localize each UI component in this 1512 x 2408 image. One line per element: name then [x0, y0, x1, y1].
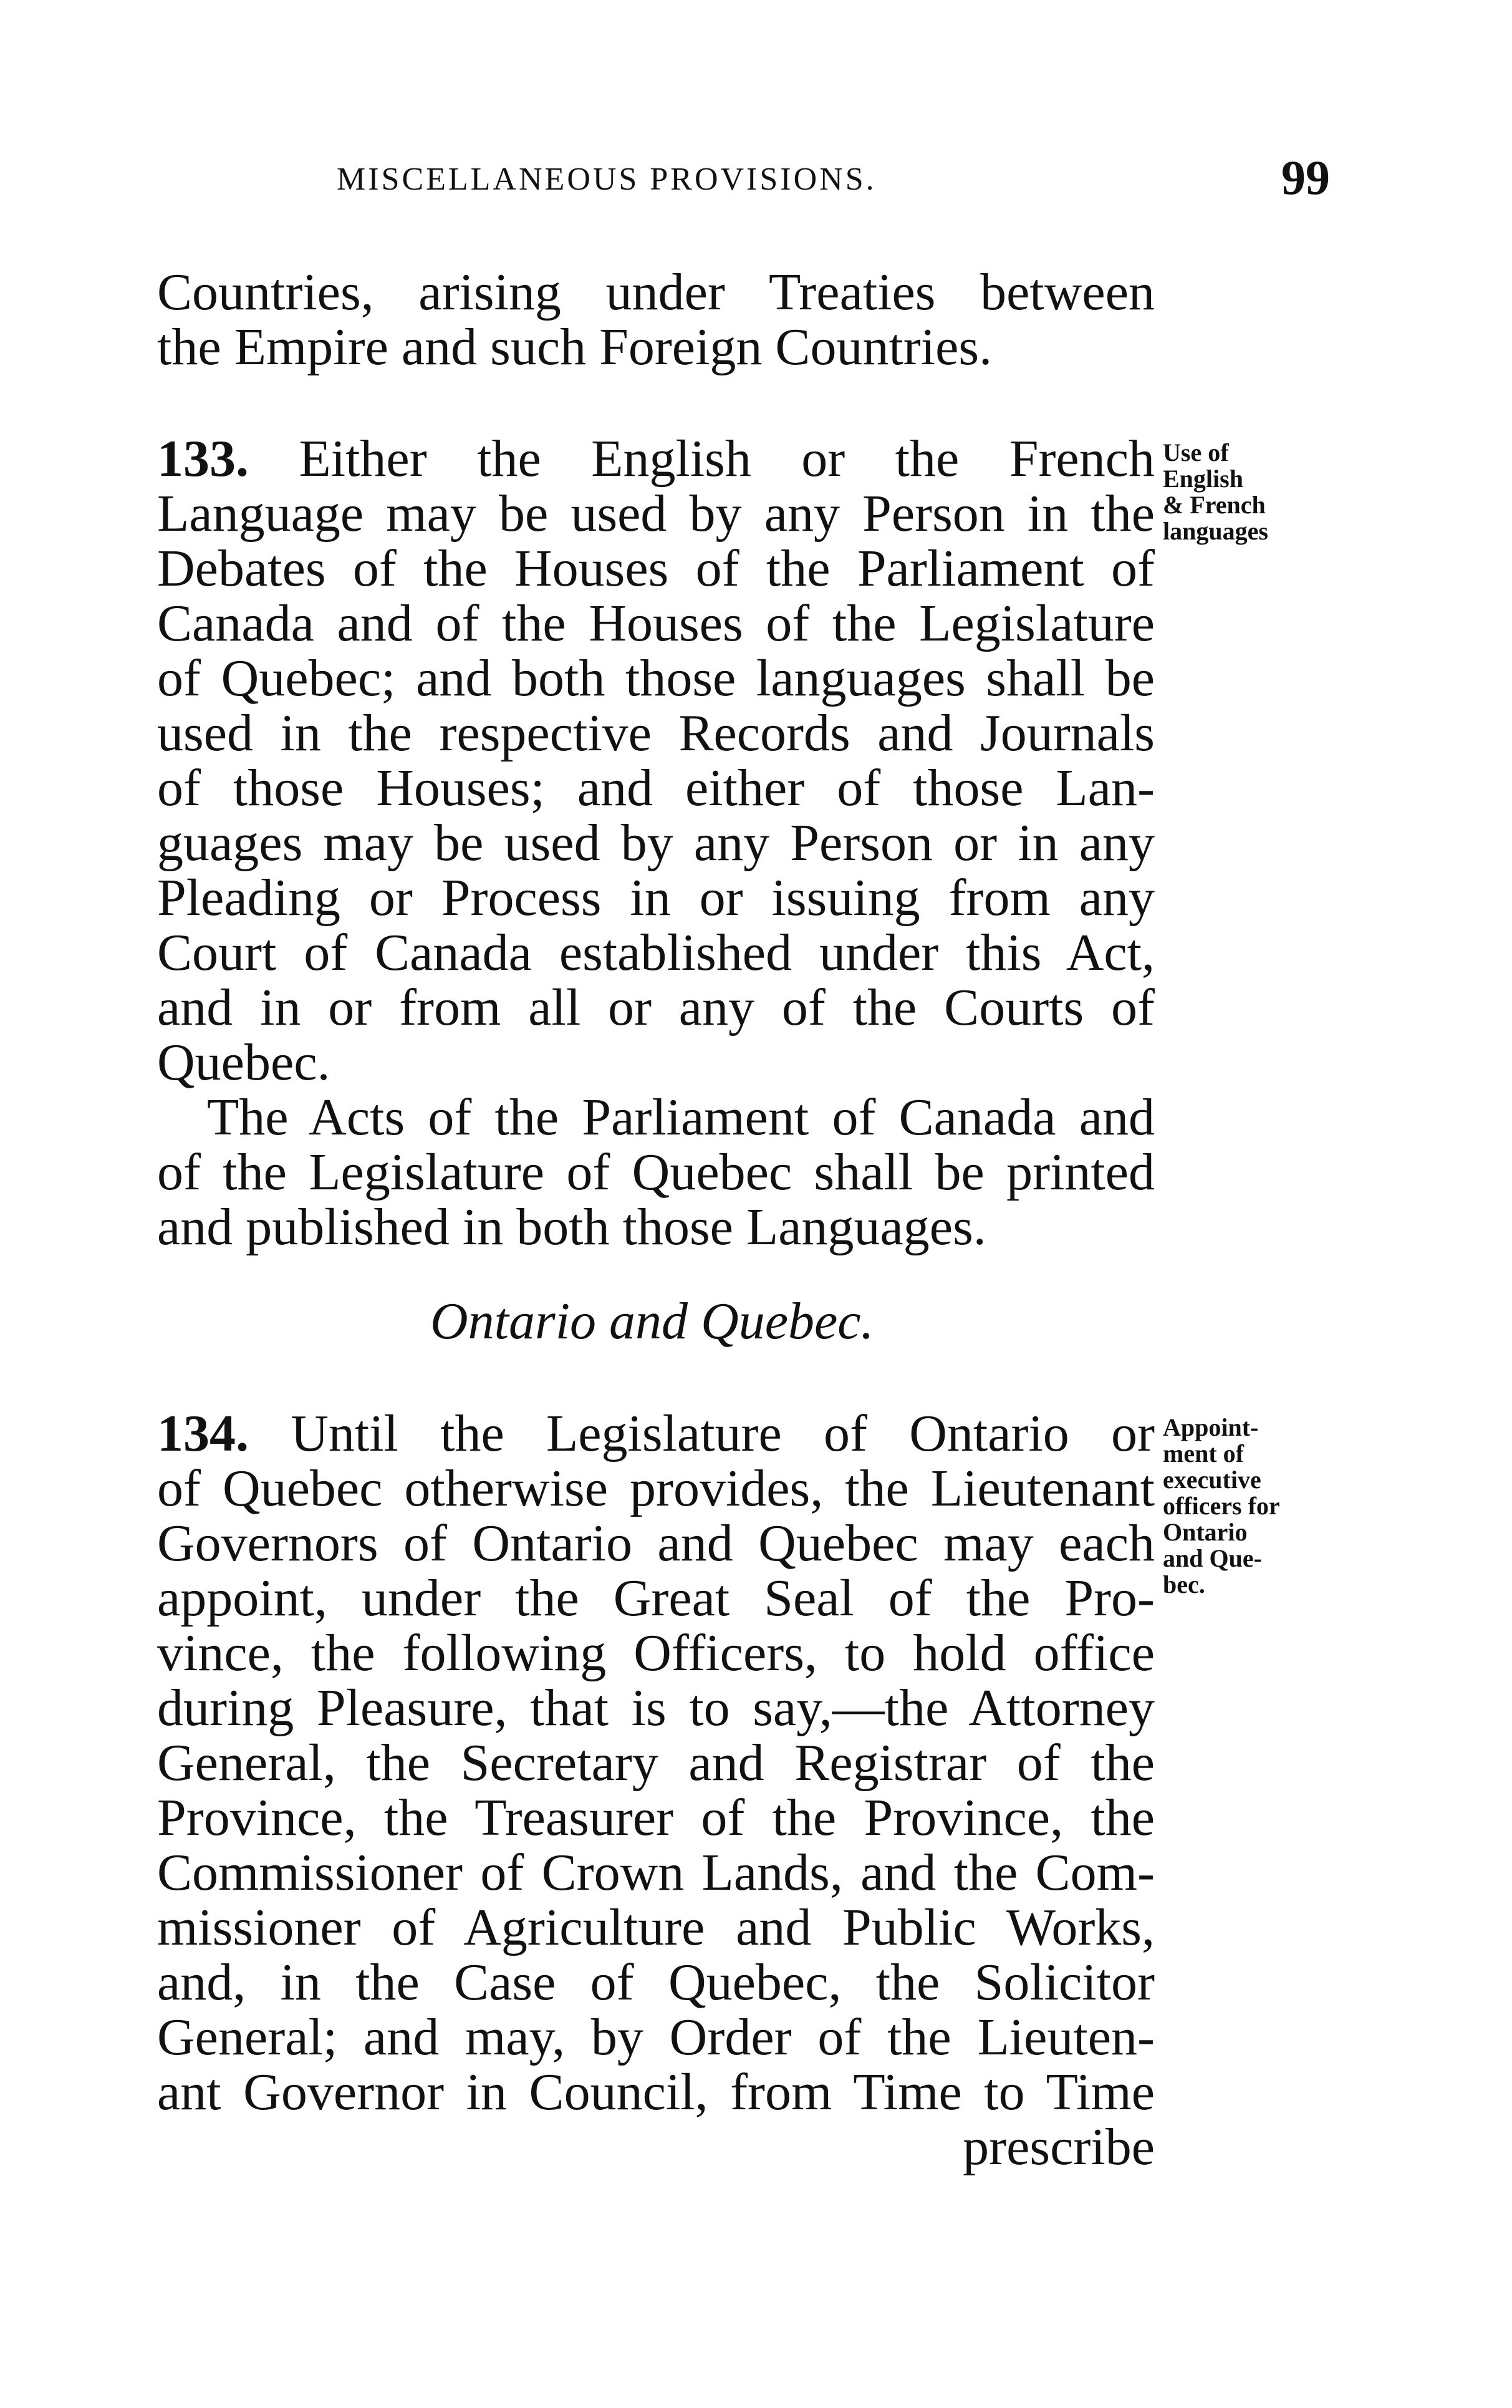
text-line: ant Governor in Council, from Time to Time [157, 2063, 1155, 2121]
text-line: Quebec. [157, 1033, 330, 1091]
section-number: 133. [157, 430, 249, 488]
marginal-note-line: bec. [1163, 1570, 1205, 1598]
continuation-paragraph [157, 265, 1155, 375]
marginal-note-line: officers for [1163, 1492, 1280, 1520]
marginal-note-line: and Que- [1163, 1544, 1262, 1572]
text-line: vince, the following Officers, to hold office [157, 1624, 1155, 1682]
text-line: appoint, under the Great Seal of the Pro- [157, 1569, 1155, 1627]
marginal-note-line: & French [1163, 491, 1266, 519]
text-line: Court of Canada established under this Act, [157, 924, 1155, 982]
text-line: and in or from all or any of the Courts of [157, 979, 1155, 1037]
text-line: of Quebec; and both those languages shall be [157, 649, 1155, 707]
text-line: Countries, arising under Treaties between [157, 263, 1155, 321]
text-line: of those Houses; and either of those Lan- [157, 759, 1155, 817]
text-line: and, in the Case of Quebec, the Solicitor [157, 1953, 1155, 2011]
running-head: MISCELLANEOUS PROVISIONS. [337, 162, 877, 197]
marginal-note-line: Use of [1163, 438, 1229, 467]
text-line: Debates of the Houses of the Parliament of [157, 539, 1155, 597]
section-134 [157, 1406, 1155, 2175]
marginal-note-line: languages [1163, 517, 1268, 545]
text-line: Governors of Ontario and Quebec may each [157, 1514, 1155, 1572]
text-line: Language may be used by any Person in the [157, 485, 1155, 543]
section-number: 134. [157, 1405, 249, 1463]
text-line: General; and may, by Order of the Lieuten- [157, 2008, 1155, 2066]
text-line: Pleading or Process in or issuing from any [157, 869, 1155, 927]
text-line: The Acts of the Parliament of Canada and [207, 1088, 1155, 1146]
marginal-note-line: Ontario [1163, 1518, 1248, 1546]
marginal-note-line: ment of [1163, 1439, 1244, 1468]
text-line: Province, the Treasurer of the Province, the [157, 1789, 1155, 1847]
section-first-line [157, 432, 1155, 486]
text-line: Commissioner of Crown Lands, and the Com- [157, 1844, 1155, 1902]
section-first-line [157, 1406, 1155, 1461]
text-line: General, the Secretary and Registrar of the [157, 1734, 1155, 1792]
text-line: and published in both those Languages. [157, 1198, 986, 1256]
text-line: the Empire and such Foreign Countries. [157, 318, 993, 376]
marginal-note-line: executive [1163, 1466, 1261, 1494]
catchword: prescribe [963, 2118, 1155, 2176]
text-line: during Pleasure, that is to say,—the Attorney [157, 1679, 1155, 1737]
marginal-note-line: Appoint- [1163, 1413, 1259, 1441]
text-line: Canada and of the Houses of the Legislature [157, 594, 1155, 652]
text-line: used in the respective Records and Journals [157, 704, 1155, 762]
marginal-note-133 [1163, 440, 1350, 544]
marginal-note-line: English [1163, 465, 1243, 493]
text-line: of Quebec otherwise provides, the Lieutenant [157, 1459, 1155, 1517]
text-line: of the Legislature of Quebec shall be printed [157, 1143, 1155, 1201]
text-segment: Either the English or the French [249, 430, 1155, 488]
section-133 [157, 432, 1155, 1255]
marginal-note-134 [1163, 1414, 1350, 1598]
page-number: 99 [1281, 150, 1330, 205]
text-line: guages may be used by any Person or in any [157, 814, 1155, 872]
text-segment: Until the Legislature of Ontario or [249, 1405, 1155, 1463]
text-line: missioner of Agriculture and Public Works, [157, 1898, 1155, 1956]
section-heading: Ontario and Quebec. [430, 1292, 874, 1350]
